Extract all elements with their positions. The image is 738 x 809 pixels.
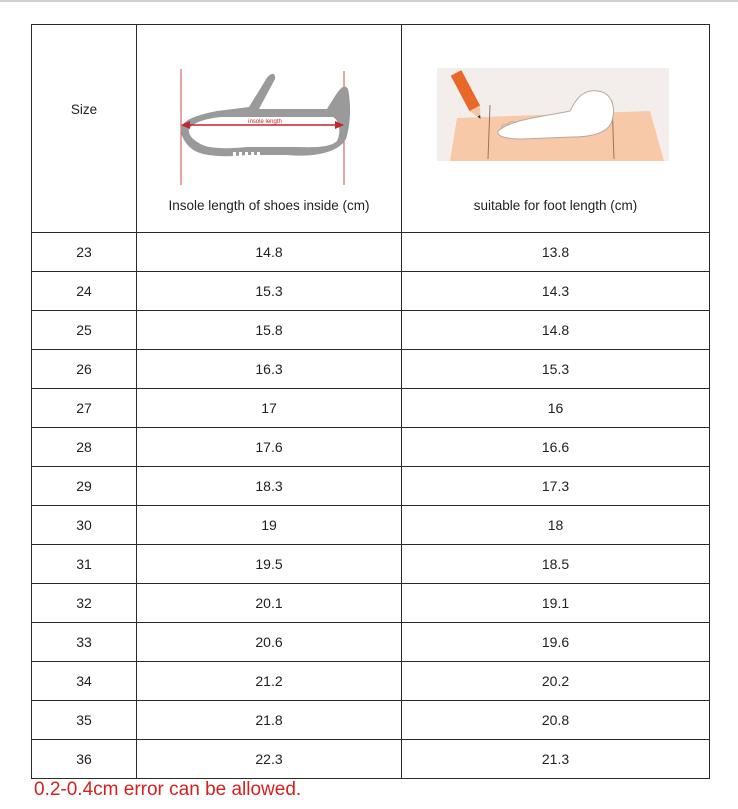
insole-length-cell: 18.3	[137, 467, 402, 506]
insole-header-label: Insole length of shoes inside (cm)	[168, 198, 370, 213]
foot-length-cell: 13.8	[402, 233, 710, 272]
size-chart-table	[31, 24, 710, 779]
size-cell: 25	[32, 311, 137, 350]
table-row	[32, 389, 710, 428]
size-cell: 23	[32, 233, 137, 272]
size-cell: 36	[32, 740, 137, 779]
table-row	[32, 623, 710, 662]
table-row	[32, 584, 710, 623]
shoe-insole-diagram-icon	[137, 63, 402, 188]
size-cell: 33	[32, 623, 137, 662]
size-cell: 24	[32, 272, 137, 311]
size-cell: 30	[32, 506, 137, 545]
size-cell: 32	[32, 584, 137, 623]
foot-length-cell: 21.3	[402, 740, 710, 779]
table-row	[32, 545, 710, 584]
insole-length-cell: 19.5	[137, 545, 402, 584]
foot-length-cell: 19.1	[402, 584, 710, 623]
insole-length-cell: 19	[137, 506, 402, 545]
size-cell: 31	[32, 545, 137, 584]
insole-length-cell: 15.8	[137, 311, 402, 350]
insole-length-cell: 14.8	[137, 233, 402, 272]
foot-length-cell: 18.5	[402, 545, 710, 584]
table-row	[32, 740, 710, 779]
insole-length-cell: 17	[137, 389, 402, 428]
foot-header-label: suitable for foot length (cm)	[473, 198, 638, 213]
table-row	[32, 272, 710, 311]
insole-length-cell: 15.3	[137, 272, 402, 311]
foot-length-cell: 14.3	[402, 272, 710, 311]
table-row	[32, 662, 710, 701]
insole-length-cell: 21.8	[137, 701, 402, 740]
insole-length-cell: 20.6	[137, 623, 402, 662]
foot-length-cell: 20.2	[402, 662, 710, 701]
insole-arrow-label: insole length	[248, 119, 282, 125]
insole-length-cell: 16.3	[137, 350, 402, 389]
foot-length-cell: 16.6	[402, 428, 710, 467]
table-row	[32, 428, 710, 467]
foot-length-cell: 14.8	[402, 311, 710, 350]
foot-length-cell: 17.3	[402, 467, 710, 506]
size-header-cell	[32, 25, 137, 233]
size-cell: 27	[32, 389, 137, 428]
table-header-row	[32, 25, 710, 233]
insole-header-cell	[137, 25, 402, 233]
foot-length-cell: 15.3	[402, 350, 710, 389]
size-cell: 29	[32, 467, 137, 506]
table-row	[32, 233, 710, 272]
table-row	[32, 506, 710, 545]
foot-length-cell: 16	[402, 389, 710, 428]
size-header-label: Size	[70, 101, 98, 117]
size-cell: 35	[32, 701, 137, 740]
table-row	[32, 311, 710, 350]
table-row	[32, 467, 710, 506]
tolerance-note: 0.2-0.4cm error can be allowed.	[34, 779, 302, 800]
size-cell: 34	[32, 662, 137, 701]
size-cell: 26	[32, 350, 137, 389]
insole-length-cell: 22.3	[137, 740, 402, 779]
table-row	[32, 350, 710, 389]
foot-length-cell: 19.6	[402, 623, 710, 662]
table-row	[32, 701, 710, 740]
top-divider	[0, 0, 738, 2]
foot-length-cell: 20.8	[402, 701, 710, 740]
insole-length-cell: 20.1	[137, 584, 402, 623]
insole-length-cell: 17.6	[137, 428, 402, 467]
size-cell: 28	[32, 428, 137, 467]
foot-header-cell	[402, 25, 710, 233]
foot-measure-illustration-icon	[402, 63, 710, 188]
foot-length-cell: 18	[402, 506, 710, 545]
insole-length-cell: 21.2	[137, 662, 402, 701]
